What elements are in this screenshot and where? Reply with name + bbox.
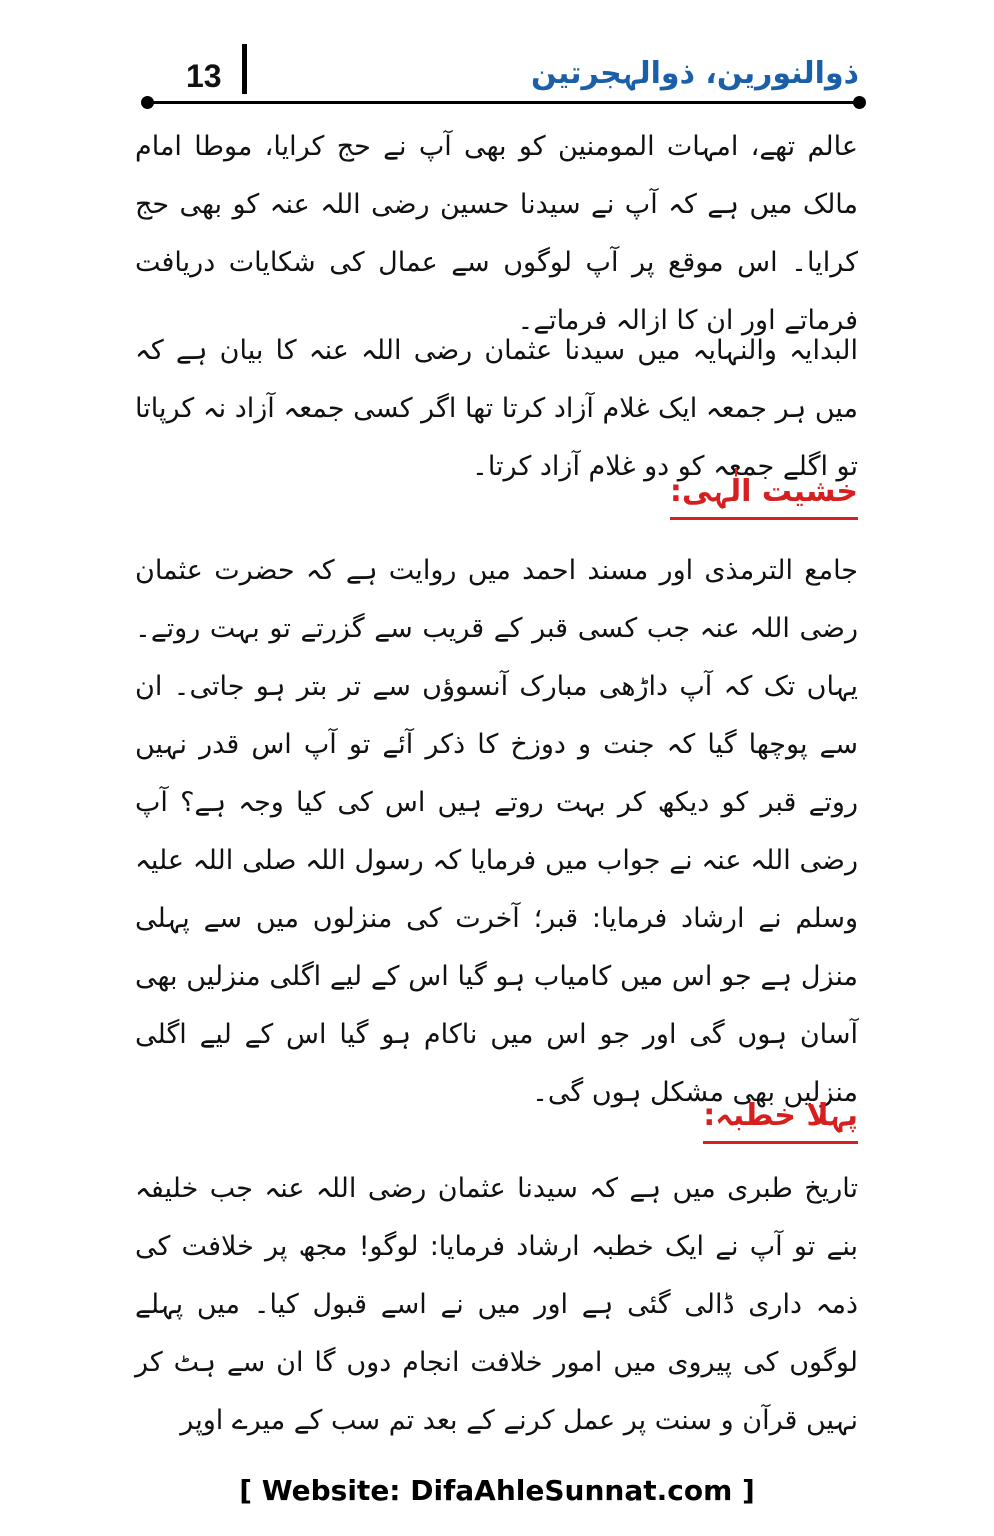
rule-end-dot-right [853,96,866,109]
footer-website: [ Website: DifaAhleSunnat.com ] [239,1474,755,1507]
heading-pehla-khutba: پہلا خطبہ: [703,1098,858,1144]
heading-khashiyat-ilahi: خشیت الٰہی: [670,474,858,520]
paragraph-pehla-khutba: تاریخ طبری میں ہے کہ سیدنا عثمان رضی اللہ عنہ جب خلیفہ بنے تو آپ نے ایک خطبہ ارشاد فرمایا: لوگو! مجھ پر خلافت کی ذمہ داری ڈالی گئی ہے اور میں نے اسے قبول کیا۔ میں پہلے لوگوں کی پیروی میں امور خلافت انجام دوں گا ان سے ہٹ کر نہیں قرآن و سنت پر عمل کرنے کے بعد تم سب کے میرے اوپر [135,1173,858,1436]
header-title: ذوالنورین، ذوالہجرتین [531,56,859,91]
header-divider-bar [242,44,247,94]
paragraph-khashiyat: جامع الترمذی اور مسند احمد میں روایت ہے کہ حضرت عثمان رضی اللہ عنہ جب کسی قبر کے قریب سے گزرتے تو بہت روتے۔ یہاں تک کہ آپ داڑھی مبارک آنسوؤں سے تر بتر ہو جاتی۔ ان سے پوچھا گیا کہ جنت و دوزخ کا ذکر آئے تو آپ اس قدر نہیں روتے قبر کو دیکھ کر بہت روتے ہیں اس کی کیا وجہ ہے؟ آپ رضی اللہ عنہ نے جواب میں فرمایا کہ رسول اللہ صلی اللہ علیہ وسلم نے ارشاد فرمایا: قبر؛ آخرت کی منزلوں میں سے پہلی منزل ہے جو اس میں کامیاب ہو گیا اس کے لیے اگلی منزلیں بھی آسان ہوں گی اور جو اس میں ناکام ہو گیا اس کے لیے اگلی منزلیں بھی مشکل ہوں گی۔ [135,555,858,1108]
header-rule [147,101,859,104]
paragraph-hajj: عالم تھے، امہات المومنین کو بھی آپ نے حج کرایا، موطا امام مالک میں ہے کہ آپ نے سیدنا حسین رضی اللہ عنہ کو بھی حج کرایا۔ اس موقع پر آپ لوگوں سے عمال کی شکایات دریافت فرماتے اور ان کا ازالہ فرماتے۔ [135,131,858,336]
page-number: 13 [186,58,222,94]
paragraph-ghulam-azad: البدایہ والنہایہ میں سیدنا عثمان رضی اللہ عنہ کا بیان ہے کہ میں ہر جمعہ ایک غلام آزاد کرتا تھا اگر کسی جمعہ آزاد نہ کرپاتا تو اگلے جمعہ کو دو غلام آزاد کرتا۔ [135,335,858,482]
rule-end-dot-left [141,96,154,109]
